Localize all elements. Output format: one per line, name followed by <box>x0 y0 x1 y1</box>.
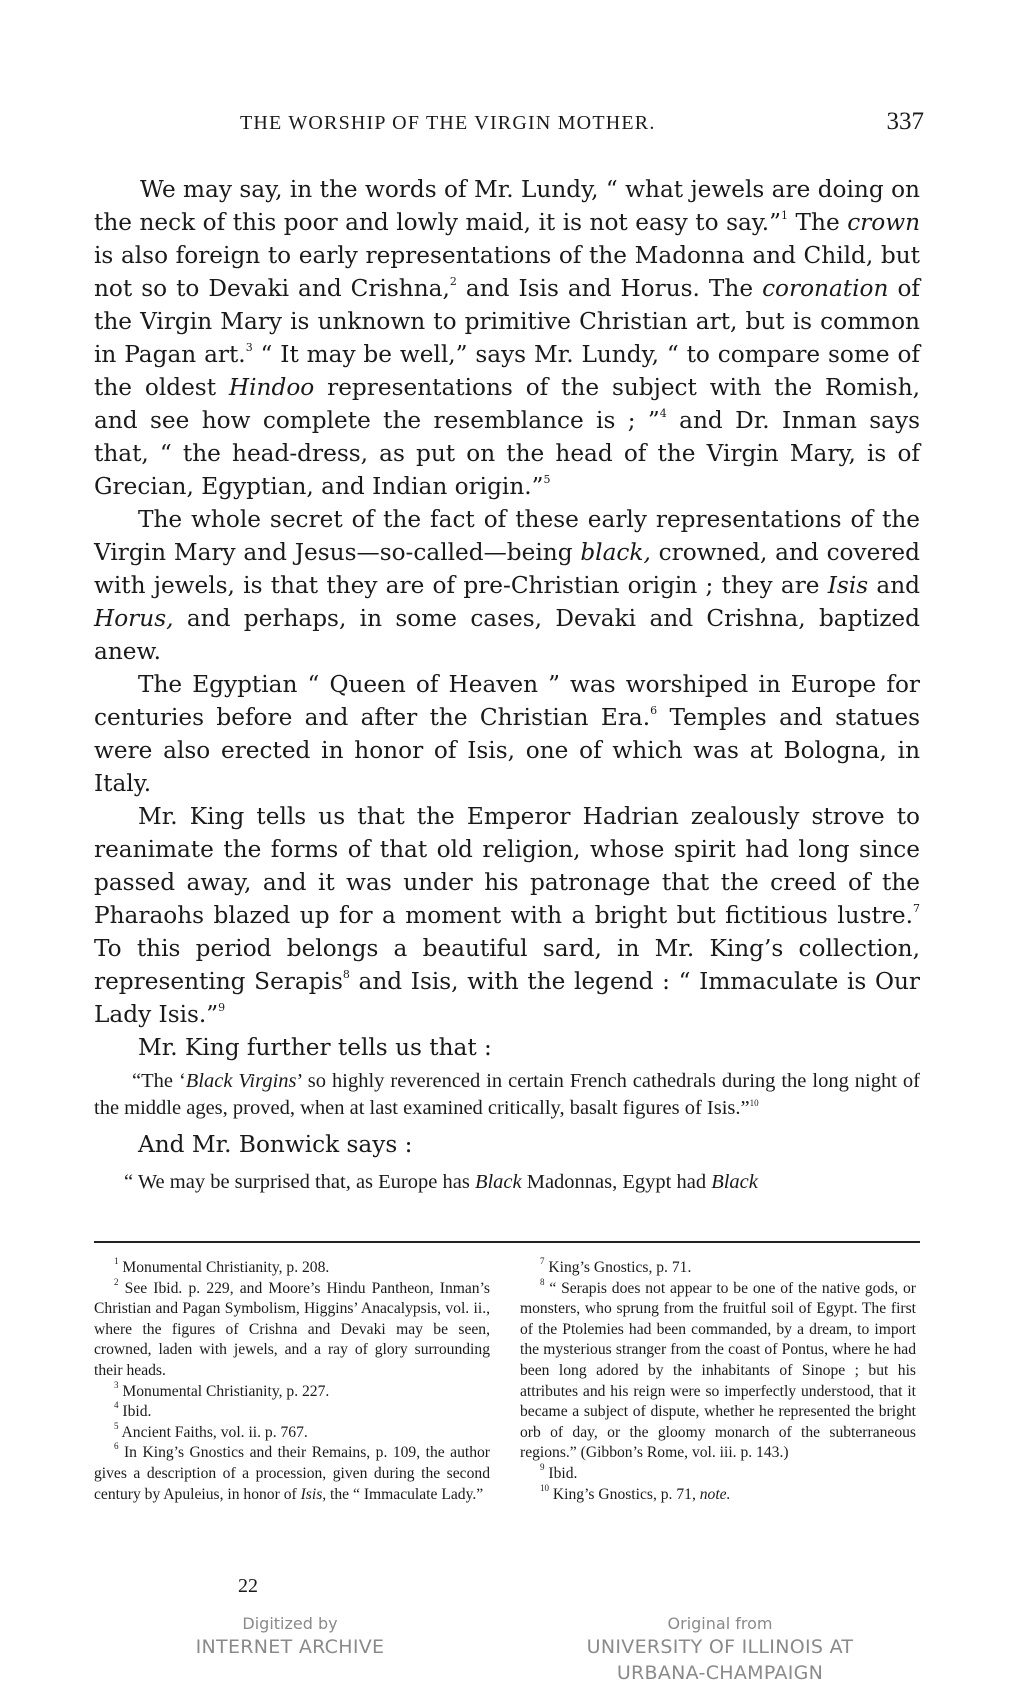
footnote-5: $^5$ Ancient Faiths, vol. ii. p. 767. <box>114 1420 308 1441</box>
footnote-10: $^{10}$ King’s Gnostics, p. 71, note. <box>540 1482 731 1503</box>
footnote-ref-10: 10 <box>749 1098 759 1108</box>
university-link[interactable]: UNIVERSITY OF ILLINOIS AT URBANA-CHAMPAIGN <box>586 1636 854 1684</box>
paragraph-6: And Mr. Bonwick says : <box>138 1131 413 1158</box>
page-number: 337 <box>886 108 924 135</box>
footnote-ref-5: 5 <box>543 473 551 486</box>
footnote-ref-1: 1 <box>781 209 789 222</box>
footnote-8: $^8$ “ Serapis does not appear to be one of the native gods, or monsters, who sprung from the fruitful soil of Egypt. The first of the Ptolemies had been commanded, by a dream, to import the mysterious stranger from the coast of Pontus, where he had been long adored by the inhabitants of Sinope ; but his attributes and his reign were so imperfectly understood, that it became a subject of dispute, whether he represented the bright orb of day, or the gloomy monarch of the subterraneous regions.” (Gibbon’s Rome, vol. iii. p. 143.) <box>520 1276 916 1462</box>
internet-archive-link[interactable]: INTERNET ARCHIVE <box>195 1636 385 1658</box>
running-head-title: THE WORSHIP OF THE VIRGIN MOTHER. <box>240 112 656 134</box>
footnote-ref-3: 3 <box>245 341 253 354</box>
main-text <box>94 173 920 1202</box>
running-header <box>92 108 928 142</box>
footnote-7: $^7$ King’s Gnostics, p. 71. <box>540 1256 692 1276</box>
footnote-9: $^9$ Ibid. <box>540 1461 578 1482</box>
footnote-divider <box>94 1241 920 1243</box>
footnote-ref-8: 8 <box>342 968 350 981</box>
digitized-by-watermark: Digitized by INTERNET ARCHIVE <box>180 1614 400 1660</box>
footnote-ref-7: 7 <box>913 902 920 915</box>
block-quote-bonwick: “ We may be surprised that, as Europe has Black Madonnas, Egypt had Black <box>124 1171 758 1193</box>
paragraph-2: The whole secret of the fact of these early representations of the Virgin Mary and Jesus—so-called—being black, crowned, and covered with jewels, is that they are of pre-Christian origin ; they are Isis and Horus, and perhaps, in some cases, Devaki and Crishna, baptized anew. <box>94 506 920 665</box>
paragraph-4: Mr. King tells us that the Emperor Hadrian zealously strove to reanimate the forms of that old religion, whose spirit had long since passed away, and it was under his patronage that the creed of the Pharaohs blazed up for a moment with a bright but fictitious lustre.$^7$ To this period belongs a beautiful sard, in Mr. King’s collection, representing Serapis$^8$ and Isis, with the legend : “ Immaculate is Our Lady Isis.”$^9$ <box>94 803 920 1028</box>
paragraph-3: The Egyptian “ Queen of Heaven ” was worshiped in Europe for centuries before and after the Christian Era.$^6$ Temples and statues were also erected in honor of Isis, one of which was at Bologna, in Italy. <box>94 671 920 797</box>
paragraph-1: We may say, in the words of Mr. Lundy, “ what jewels are doing on the neck of this poor and lowly maid, it is not easy to say.”$^1$ The crown is also foreign to early representations of the Madonna and Child, but not so to Devaki and Crishna,$^2$ and Isis and Horus. The coronation of the Virgin Mary is unknown to primitive Christian art, but is common in Pagan art.$^3$ “ It may be well,” says Mr. Lundy, “ to compare some of the oldest Hindoo representations of the subject with the Romish, and see how complete the resemblance is ; ”$^4$ and Dr. Inman says that, “ the head-dress, as put on the head of the Virgin Mary, is of Grecian, Egyptian, and Indian origin.”$^5$ <box>94 176 921 500</box>
footnote-ref-6: 6 <box>650 704 658 717</box>
block-quote-king: “The ‘Black Virgins’ so highly reverenced in certain French cathedrals during the long night of the middle ages, proved, when at last examined critically, basalt figures of Isis.”$^{10}$ <box>94 1070 920 1119</box>
footnote-6: $^6$ In King’s Gnostics and their Remains, p. 109, the author gives a description of a procession, given during the second century by Apuleius, in honor of Isis, the “ Immaculate Lady.” <box>94 1441 490 1503</box>
footnotes-left-column <box>94 1258 490 1505</box>
footnote-1: $^1$ Monumental Christianity, p. 208. <box>114 1256 330 1276</box>
original-from-watermark: Original from UNIVERSITY OF ILLINOIS AT URBANA-CHAMPAIGN <box>560 1614 880 1686</box>
paragraph-5: Mr. King further tells us that : <box>138 1034 492 1061</box>
footnote-3: $^3$ Monumental Christianity, p. 227. <box>114 1379 330 1400</box>
footnote-ref-4: 4 <box>659 407 667 420</box>
footnote-ref-2: 2 <box>449 275 457 288</box>
footnote-ref-9: 9 <box>218 1001 226 1014</box>
footnote-2: $^2$ See Ibid. p. 229, and Moore’s Hindu Pantheon, Inman’s Christian and Pagan Symbolism, Higgins’ Anacalypsis, vol. ii., where the figures of Crishna and Devaki may be seen, crowned, laden with jewels, and a ray of glory surrounding their heads. <box>94 1276 490 1379</box>
signature-mark: 22 <box>238 1575 258 1597</box>
footnote-4: $^4$ Ibid. <box>114 1400 152 1421</box>
footnotes-right-column <box>520 1258 916 1505</box>
